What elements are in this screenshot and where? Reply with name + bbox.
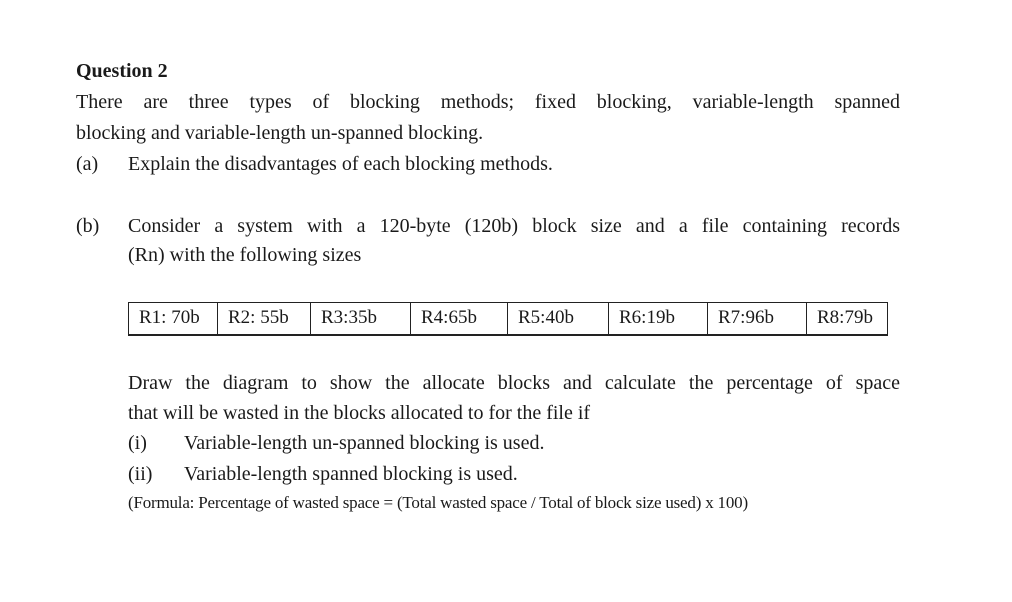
part-b-label: (b) bbox=[76, 215, 100, 237]
records-table bbox=[128, 302, 888, 336]
sub-i-text: Variable-length un-spanned blocking is used. bbox=[184, 432, 545, 454]
record-cell: R8:79b bbox=[817, 307, 873, 328]
part-a-label: (a) bbox=[76, 153, 99, 175]
record-cell: R7:96b bbox=[708, 303, 807, 334]
instruction-line-1: Draw the diagram to show the allocate blocks and calculate the percentage of space bbox=[128, 372, 900, 394]
record-cell: R2: 55b bbox=[218, 303, 311, 334]
sub-ii-text: Variable-length spanned blocking is used. bbox=[184, 463, 518, 485]
record-cell: R5:40b bbox=[508, 303, 609, 334]
formula-note: (Formula: Percentage of wasted space = (Total wasted space / Total of block size used) x 100) bbox=[128, 493, 748, 512]
record-cell: R1: 70b bbox=[129, 303, 218, 334]
instruction-line-2: that will be wasted in the blocks allocated to for the file if bbox=[128, 402, 591, 424]
intro-line-1: There are three types of blocking methods; fixed blocking, variable-length spanned bbox=[76, 91, 900, 113]
sub-ii-label: (ii) bbox=[128, 463, 153, 485]
part-a-text: Explain the disadvantages of each blocking methods. bbox=[128, 153, 553, 175]
question-title: Question 2 bbox=[76, 60, 168, 82]
record-cell: R4:65b bbox=[411, 303, 508, 334]
intro-line-2: blocking and variable-length un-spanned blocking. bbox=[76, 122, 484, 144]
part-b-text-line-1: Consider a system with a 120-byte (120b) block size and a file containing records bbox=[128, 215, 900, 237]
record-cell: R6:19b bbox=[609, 303, 708, 334]
sub-i-label: (i) bbox=[128, 432, 147, 454]
part-b-text-line-2: (Rn) with the following sizes bbox=[128, 244, 362, 266]
record-cell: R3:35b bbox=[311, 303, 411, 334]
